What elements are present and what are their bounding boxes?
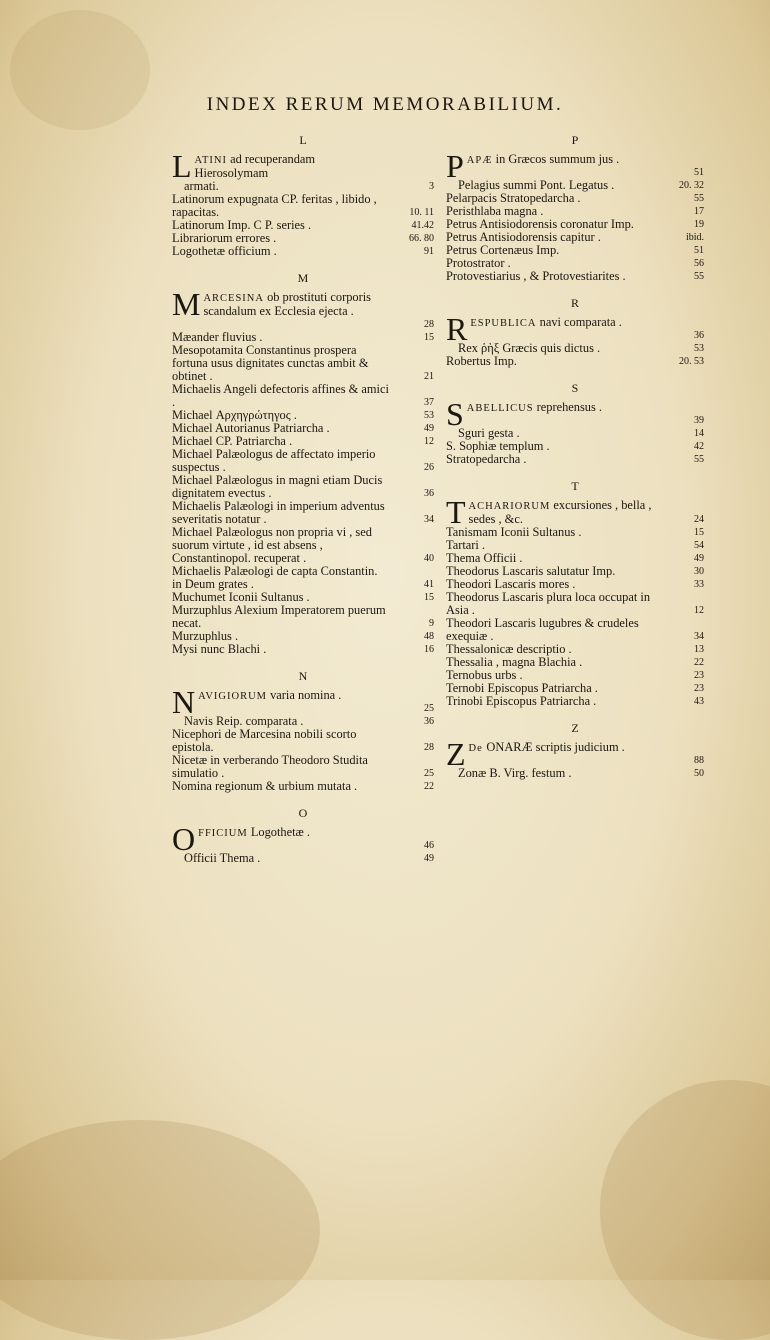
index-entry (172, 604, 434, 630)
page-number: 42 (694, 441, 704, 452)
page-number: 25 (424, 703, 434, 714)
index-entry (446, 741, 704, 767)
page-number: 10. 11 (409, 207, 434, 218)
index-entry (172, 383, 434, 409)
entry-text: Nicetæ in verberando Theodoro Studita simulatio . (172, 753, 368, 780)
index-entry (446, 355, 704, 368)
entry-lead: ATINI (194, 155, 227, 166)
entry-text (446, 401, 660, 427)
page-number: 15 (424, 592, 434, 603)
entry-text: Protovestiarius , & Protovestiarites . (446, 269, 626, 283)
entry-text: Michael CP. Patriarcha . (172, 434, 293, 448)
entry-text: Theodori Lascaris mores . (446, 577, 576, 591)
index-entry (172, 153, 434, 180)
entry-text: Logothetæ . (247, 826, 311, 839)
entry-text: Petrus Cortenæus Imp. (446, 243, 560, 257)
index-entry (172, 291, 434, 318)
page-number: 51 (694, 167, 704, 178)
drop-capital: R (446, 316, 468, 342)
index-entry (446, 270, 704, 283)
index-entry (172, 780, 434, 793)
page-number: 28 (424, 742, 434, 753)
page-number: 49 (694, 553, 704, 564)
page-number: 88 (694, 755, 704, 766)
entry-text: Muchumet Iconii Sultanus . (172, 590, 310, 604)
entry-text: Mesopotamita Constantinus prospera fortuna usus dignitates cunctas ambit & obtinet . (172, 343, 369, 383)
index-section (172, 134, 434, 258)
entry-text (446, 741, 660, 767)
entry-text (172, 689, 390, 715)
entry-text: Murzuphlus . (172, 629, 239, 643)
index-entry (172, 754, 434, 780)
entry-text: Stratopedarcha . (446, 452, 527, 466)
entry-text: Zonæ B. Virg. festum . (458, 766, 572, 780)
page-number: 37 (424, 397, 434, 408)
drop-capital: Z (446, 741, 466, 767)
page-number: 53 (424, 410, 434, 421)
entry-text: Nicephori de Marcesina nobili scorto epistola. (172, 727, 357, 754)
section-letter: T (571, 479, 579, 493)
entry-lead: ABELLICUS (466, 403, 534, 414)
section-letter: N (298, 669, 308, 683)
entry-text: Rex ῥὴξ Græcis quis dictus . (458, 341, 601, 355)
page-number: 48 (424, 631, 434, 642)
page-number: 14 (694, 428, 704, 439)
entry-text: Thessalonicæ descriptio . (446, 642, 572, 656)
entry-text: Mysi nunc Blachi . (172, 642, 267, 656)
entry-text (172, 826, 390, 852)
page-number: 12 (424, 436, 434, 447)
entry-text: Nomina regionum & urbium mutata . (172, 779, 358, 793)
section-letter: M (297, 271, 309, 285)
entry-text: Theodori Lascaris lugubres & crudeles exequiæ . (446, 616, 639, 643)
entry-text: Michael Palæologus non propria vi , sed suorum virtute , id est absens , Constantinopol. recuperat . (172, 525, 372, 565)
entry-text (172, 291, 390, 318)
page-number: 12 (694, 605, 704, 616)
page-number: 36 (424, 716, 434, 727)
entry-text (446, 499, 660, 526)
index-section (446, 134, 704, 283)
index-section (172, 272, 434, 656)
page-number: 3 (429, 181, 434, 192)
drop-capital: N (172, 689, 196, 715)
page-number: 54 (694, 540, 704, 551)
page-number: 46 (424, 840, 434, 851)
index-entry (172, 526, 434, 565)
section-letter: O (298, 806, 308, 820)
page-number: 22 (694, 657, 704, 668)
entry-text: Michael Palæologus in magni etiam Ducis dignitatem evectus . (172, 473, 383, 500)
entry-text (446, 153, 660, 179)
page-number: 55 (694, 271, 704, 282)
entry-text: S. Sophiæ templum . (446, 439, 550, 453)
index-entry (446, 591, 704, 617)
page-number: 51 (694, 245, 704, 256)
page-number: 20. 53 (679, 356, 704, 367)
entry-text: in Græcos summum jus . (492, 153, 620, 166)
entry-text: Thessalia , magna Blachia . (446, 655, 583, 669)
entry-text: Michael Αρχηγρώτηγος . (172, 408, 297, 422)
page-number: 66. 80 (409, 233, 434, 244)
index-section (446, 382, 704, 466)
entry-lead: ESPUBLICA (470, 318, 537, 329)
index-entry (172, 643, 434, 656)
entry-text: Pelarpacis Stratopedarcha . (446, 191, 581, 205)
page-number: 53 (694, 343, 704, 354)
page-number: 19 (694, 219, 704, 230)
page-number: 9 (429, 618, 434, 629)
page-number: 24 (694, 514, 704, 525)
page-number: 41.42 (411, 220, 434, 231)
page-number: 55 (694, 193, 704, 204)
drop-capital: S (446, 401, 464, 427)
index-entry (446, 153, 704, 179)
entry-text: Librariorum errores . (172, 231, 277, 245)
entry-text: Ternobi Episcopus Patriarcha . (446, 681, 598, 695)
drop-capital: O (172, 826, 196, 852)
section-letter: P (571, 133, 579, 147)
page-number: 40 (424, 553, 434, 564)
index-entry (172, 826, 434, 852)
entry-text: Trinobi Episcopus Patriarcha . (446, 694, 597, 708)
index-entry (172, 474, 434, 500)
entry-lead: ARCESINA (203, 293, 264, 304)
entry-text: Peristhlaba magna . (446, 204, 544, 218)
entry-text: Ternobus urbs . (446, 668, 523, 682)
entry-text: Michaelis Palæologi de capta Constantin. in Deum grates . (172, 564, 378, 591)
entry-text: Theodorus Lascaris plura loca occupat in Asia . (446, 590, 651, 617)
index-section (172, 670, 434, 793)
index-entry (446, 401, 704, 427)
entry-text: Murzuphlus Alexium Imperatorem puerum necat. (172, 603, 386, 630)
index-entry (446, 499, 704, 526)
index-entry (446, 767, 704, 780)
index-entry (446, 617, 704, 643)
entry-text: Michael Autorianus Patriarcha . (172, 421, 330, 435)
entry-text: Petrus Antisiodorensis capitur . (446, 230, 601, 244)
entry-text: Theodorus Lascaris salutatur Imp. (446, 564, 616, 578)
entry-text: Sguri gesta . (458, 426, 520, 440)
page-number: 17 (694, 206, 704, 217)
page-number: 13 (694, 644, 704, 655)
entry-text: varia nomina . (267, 689, 342, 702)
page-number: 50 (694, 768, 704, 779)
page-number: 43 (694, 696, 704, 707)
entry-lead: FFICIUM (198, 828, 248, 839)
entry-text: ad recuperandam Hierosolymam (194, 153, 316, 180)
entry-text: Michaelis Angeli defectoris affines & amici . (172, 382, 389, 409)
page-number: 22 (424, 781, 434, 792)
index-entry (172, 689, 434, 715)
page-number: 36 (424, 488, 434, 499)
page-number: 34 (694, 631, 704, 642)
drop-capital: T (446, 499, 466, 526)
entry-text: Robertus Imp. (446, 354, 517, 368)
index-column-right (446, 132, 704, 794)
page-title: INDEX RERUM MEMORABILIUM. (206, 94, 564, 115)
entry-text: Navis Reip. comparata . (184, 714, 304, 728)
entry-text: reprehensus . (533, 401, 603, 414)
entry-text: Michael Palæologus de affectato imperio suspectus . (172, 447, 376, 474)
entry-text (172, 153, 390, 180)
index-section (446, 297, 704, 368)
page-number: 15 (424, 332, 434, 343)
page-number: 55 (694, 454, 704, 465)
entry-text: Pelagius summi Pont. Legatus . (458, 178, 615, 192)
drop-capital: P (446, 153, 464, 179)
index-entry (172, 344, 434, 383)
page-number: 49 (424, 853, 434, 864)
page-number: 16 (424, 644, 434, 655)
page-number: 28 (424, 319, 434, 330)
entry-lead: AVIGIORUM (198, 691, 268, 702)
section-letter: R (570, 296, 579, 310)
index-entry (446, 453, 704, 466)
entry-text: armati. (184, 179, 219, 193)
section-letter: S (571, 381, 579, 395)
entry-text: Officii Thema . (184, 851, 261, 865)
entry-text: navi comparata . (536, 316, 622, 329)
entry-text: ob prostituti corporis scandalum ex Ecclesia ejecta . (203, 291, 372, 318)
entry-text: Logothetæ officium . (172, 244, 277, 258)
page-number: ibid. (685, 232, 704, 243)
entry-text: excursiones , bella , sedes , &c. (468, 499, 652, 526)
entry-text: Petrus Antisiodorensis coronatur Imp. (446, 217, 634, 231)
entry-text: Mæander fluvius . (172, 330, 263, 344)
page-number: 49 (424, 423, 434, 434)
index-section (446, 480, 704, 708)
index-column-left (172, 132, 434, 879)
index-entry (172, 448, 434, 474)
index-section (446, 722, 704, 780)
index-entry (172, 852, 434, 865)
page-number: 23 (694, 683, 704, 694)
page-number: 25 (424, 768, 434, 779)
drop-capital: L (172, 153, 192, 180)
page-number: 26 (424, 462, 434, 473)
index-entry (172, 245, 434, 258)
entry-text: Michaelis Palæologi in imperium adventus severitatis notatur . (172, 499, 385, 526)
entry-text: Tartari . (446, 538, 486, 552)
index-entry (446, 695, 704, 708)
entry-lead: APÆ (466, 155, 493, 166)
section-letter: L (299, 133, 307, 147)
page-number: 33 (694, 579, 704, 590)
page-number: 36 (694, 330, 704, 341)
index-entry (172, 193, 434, 219)
entry-lead: De (468, 743, 487, 754)
entry-text: Latinorum expugnata CP. feritas , libido , rapacitas. (172, 192, 377, 219)
page-number: 30 (694, 566, 704, 577)
entry-text: Latinorum Imp. C P. series . (172, 218, 312, 232)
entry-lead: ACHARIORUM (468, 501, 551, 512)
drop-capital: M (172, 291, 201, 318)
page-number: 15 (694, 527, 704, 538)
page-number: 20. 32 (679, 180, 704, 191)
entry-text (446, 316, 660, 342)
index-entry (172, 565, 434, 591)
entry-text: Protostrator . (446, 256, 511, 270)
index-entry (446, 316, 704, 342)
page-number: 34 (424, 514, 434, 525)
index-entry (172, 728, 434, 754)
page-number: 56 (694, 258, 704, 269)
page-number: 21 (424, 371, 434, 382)
section-letter: Z (571, 721, 579, 735)
entry-text: Tanismam Iconii Sultanus . (446, 525, 582, 539)
page-number: 91 (424, 246, 434, 257)
index-entry (172, 500, 434, 526)
entry-text: Thema Officii . (446, 551, 523, 565)
page-number: 41 (424, 579, 434, 590)
entry-text: ONARÆ scriptis judicium . (486, 741, 625, 754)
page-number: 39 (694, 415, 704, 426)
index-section (172, 807, 434, 865)
page-number: 23 (694, 670, 704, 681)
